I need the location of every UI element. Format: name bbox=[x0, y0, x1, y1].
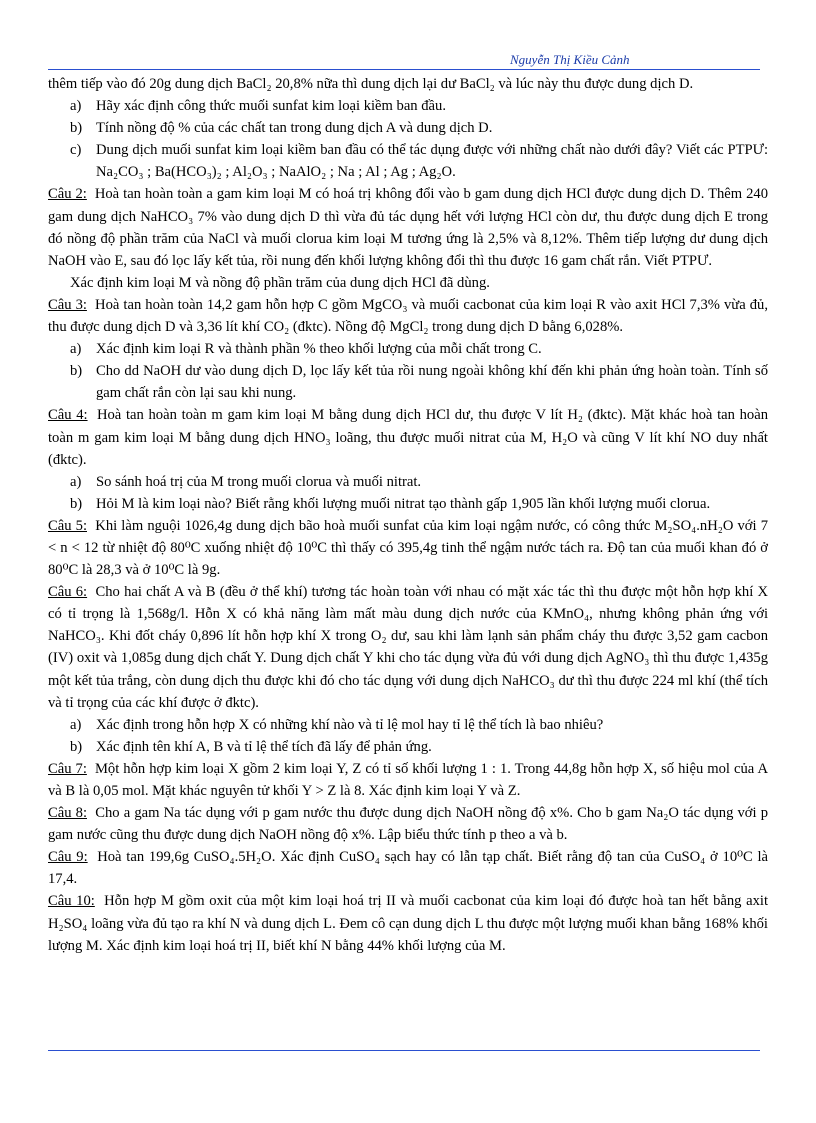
item-marker: b) bbox=[70, 363, 83, 380]
header-author: Nguyễn Thị Kiều Cảnh bbox=[510, 52, 630, 67]
item-text: Xác định tên khí A, B và tỉ lệ thể tích đã lấy để phản ứng. bbox=[96, 738, 432, 755]
question-text: Một hỗn hợp kim loại X gồm 2 kim loại Y, Z có tỉ số khối lượng 1 : 1. Trong 44,8g hỗn hợp X, số hiệu mol của A và B là 0,05 mol. Mặt khác nguyên tử khối Y > Z là 8. Xác định kim loại Y và Z. bbox=[48, 760, 769, 799]
item-marker: a) bbox=[70, 473, 82, 490]
question-paragraph bbox=[48, 846, 768, 890]
item-text: So sánh hoá trị của M trong muối clorua và muối nitrat. bbox=[96, 473, 422, 490]
question-paragraph bbox=[48, 802, 768, 846]
question-item bbox=[48, 471, 768, 493]
question-paragraph bbox=[48, 890, 768, 956]
item-text: Dung dịch muối sunfat kim loại kiềm ban đầu có thể tác dụng được với những chất nào dưới đây? Viết các PTPƯ: Na₂CO₃ ; Ba(HCO₃)₂ ; Al₂O₃ ; NaAlO₂ ; Na ; Al ; Ag ; Ag₂O. bbox=[96, 142, 768, 181]
item-text: Xác định kim loại R và thành phần % theo khối lượng của mỗi chất trong C. bbox=[96, 341, 542, 358]
question-block bbox=[48, 846, 768, 890]
question-block bbox=[48, 294, 768, 404]
document-body bbox=[48, 73, 768, 957]
item-text: Hãy xác định công thức muối sunfat kim loại kiềm ban đầu. bbox=[96, 98, 446, 115]
question-label: Câu 2: bbox=[48, 186, 87, 203]
question-block bbox=[48, 758, 768, 802]
item-marker: a) bbox=[70, 716, 82, 733]
item-marker: c) bbox=[70, 142, 82, 159]
question-item bbox=[48, 360, 768, 404]
question-item bbox=[48, 493, 768, 515]
question-text: Hoà tan 199,6g CuSO₄.5H₂O. Xác định CuSO₄ sạch hay có lẫn tạp chất. Biết rằng độ tan của CuSO₄ ở 10⁰C là 17,4. bbox=[48, 849, 769, 888]
question-text: Cho a gam Na tác dụng với p gam nước thu được dung dịch NaOH nồng độ x%. Cho b gam Na₂O tác dụng với p gam nước cũng thu được dung dịch NaOH nồng độ x%. Lập biểu thức tính p theo a và b. bbox=[48, 805, 769, 844]
question-label: Câu 7: bbox=[48, 760, 87, 777]
item-marker: b) bbox=[70, 738, 83, 755]
question-label: Câu 5: bbox=[48, 517, 87, 534]
question-label: Câu 10: bbox=[48, 893, 95, 910]
question-label: Câu 3: bbox=[48, 296, 87, 313]
intro-paragraph: thêm tiếp vào đó 20g dung dịch BaCl₂ 20,8% nữa thì dung dịch lại dư BaCl₂ và lúc này thu được dung dịch D. bbox=[48, 76, 694, 92]
question-item bbox=[48, 117, 768, 139]
item-text: Cho dd NaOH dư vào dung dịch D, lọc lấy kết tủa rồi nung ngoài không khí đến khi phản ứng hoàn toàn. Tính số gam chất rắn còn lại sau khi nung. bbox=[96, 363, 768, 402]
item-text: Tính nồng độ % của các chất tan trong dung dịch A và dung dịch D. bbox=[96, 120, 493, 137]
question-paragraph bbox=[48, 581, 768, 714]
question-block bbox=[48, 802, 768, 846]
item-marker: b) bbox=[70, 120, 83, 137]
item-marker: b) bbox=[70, 495, 83, 512]
question-paragraph bbox=[48, 294, 768, 338]
item-marker: a) bbox=[70, 98, 82, 115]
question-label: Câu 8: bbox=[48, 805, 87, 822]
question-paragraph bbox=[48, 404, 768, 470]
question-item bbox=[48, 736, 768, 758]
question-paragraph bbox=[48, 515, 768, 581]
question-text: Khi làm nguội 1026,4g dung dịch bão hoà muối sunfat của kim loại ngậm nước, có công thức M₂SO₄.nH₂O với 7 < n < 12 từ nhiệt độ 80⁰C xuống nhiệt độ 10⁰C thì thấy có 395,4g tinh thể ngậm nước tách ra. Độ tan của muối khan đó ở 80⁰C là 28,3 và ở 10⁰C là 9g. bbox=[48, 517, 769, 579]
question-block bbox=[48, 183, 768, 293]
question-block bbox=[48, 890, 768, 956]
question-text: Cho hai chất A và B (đều ở thể khí) tương tác hoàn toàn với nhau có mặt xác tác thì thu được một hỗn hợp khí X có tỉ trọng là 1,568g/l. Hỗn X có khả năng làm mất màu dung dịch nước của KMnO₄, nhưng không phản ứng với NaHCO₃. Khi đốt cháy 0,896 lít hỗn hợp khí X trong O₂ dư, sau khi làm lạnh sản phẩm cháy thu được 3,52 gam cacbon (IV) oxit và 1,085g dung dịch chất Y. Dung dịch chất Y khi cho tác dụng vừa đủ với dung dịch AgNO₃ thì thu được 1,435g một kết tủa trắng, còn dung dịch thu được khi đó cho tác dụng với dung dịch NaHCO₃ dư thì thu được 224 ml khí (thể tích và tỉ trọng của các khí được ở đktc). bbox=[48, 584, 769, 711]
question-block bbox=[48, 515, 768, 581]
question-block bbox=[48, 404, 768, 514]
item-text: Hỏi M là kim loại nào? Biết rằng khối lượng muối nitrat tạo thành gấp 1,905 lần khối lượng muối clorua. bbox=[96, 495, 711, 512]
question-item bbox=[48, 714, 768, 736]
question-text: Hỗn hợp M gồm oxit của một kim loại hoá trị II và muối cacbonat của kim loại đó được hoà tan hết bằng axit H₂SO₄ loãng vừa đủ tạo ra khí N và dung dịch L. Đem cô cạn dung dịch L thu được một lượng muối khan bằng 168% khối lượng M. Xác định kim loại hoá trị II, biết khí N bằng 44% khối lượng của M. bbox=[48, 893, 769, 954]
question-label: Câu 6: bbox=[48, 584, 88, 601]
question-item bbox=[48, 139, 768, 183]
question-paragraph bbox=[48, 758, 768, 802]
question-block bbox=[48, 581, 768, 758]
footer-rule bbox=[48, 1050, 760, 1051]
header-rule bbox=[48, 69, 760, 70]
question-list bbox=[48, 183, 768, 956]
question-text: Hoà tan hoàn toàn m gam kim loại M bằng dung dịch HCl dư, thu được V lít H₂ (đktc). Mặt khác hoà tan hoàn toàn m gam kim loại M bằng dung dịch HNO₃ loãng, thu được muối nitrat của M, H₂O và cũng V lít khí NO duy nhất (đktc). bbox=[48, 407, 768, 468]
question-paragraph bbox=[48, 183, 768, 271]
item-text: Xác định trong hỗn hợp X có những khí nào và tỉ lệ mol hay tỉ lệ thể tích là bao nhiêu? bbox=[96, 716, 604, 733]
question-label: Câu 4: bbox=[48, 407, 88, 424]
question-item bbox=[48, 338, 768, 360]
question-text: Hoà tan hoàn toàn 14,2 gam hỗn hợp C gồm MgCO₃ và muối cacbonat của kim loại R vào axit HCl 7,3% vừa đủ, thu được dung dịch D và 3,36 lít khí CO₂ (đktc). Nồng độ MgCl₂ trong dung dịch D bằng 6,028%. bbox=[48, 296, 768, 336]
question-item bbox=[48, 95, 768, 117]
question-text: Hoà tan hoàn toàn a gam kim loại M có hoá trị không đổi vào b gam dung dịch HCl được dung dịch D. Thêm 240 gam dung dịch NaHCO₃ 7% vào dung dịch D thì vừa đủ tác dụng hết với lượng HCl còn dư, thu được dung dịch E trong đó nồng độ phần trăm của NaCl và muối clorua kim loại M tương ứng là 2,5% và 8,12%. Thêm tiếp lượng dư dung dịch NaOH vào E, sau đó lọc lấy kết tủa, rồi nung đến khối lượng không đổi thì thu được 16 gam chất rắn. Viết PTPƯ. bbox=[48, 186, 769, 269]
item-marker: a) bbox=[70, 341, 82, 358]
question-1-items bbox=[48, 95, 768, 183]
question-note: Xác định kim loại M và nồng độ phần trăm của dung dịch HCl đã dùng. bbox=[70, 274, 490, 291]
question-label: Câu 9: bbox=[48, 849, 88, 866]
